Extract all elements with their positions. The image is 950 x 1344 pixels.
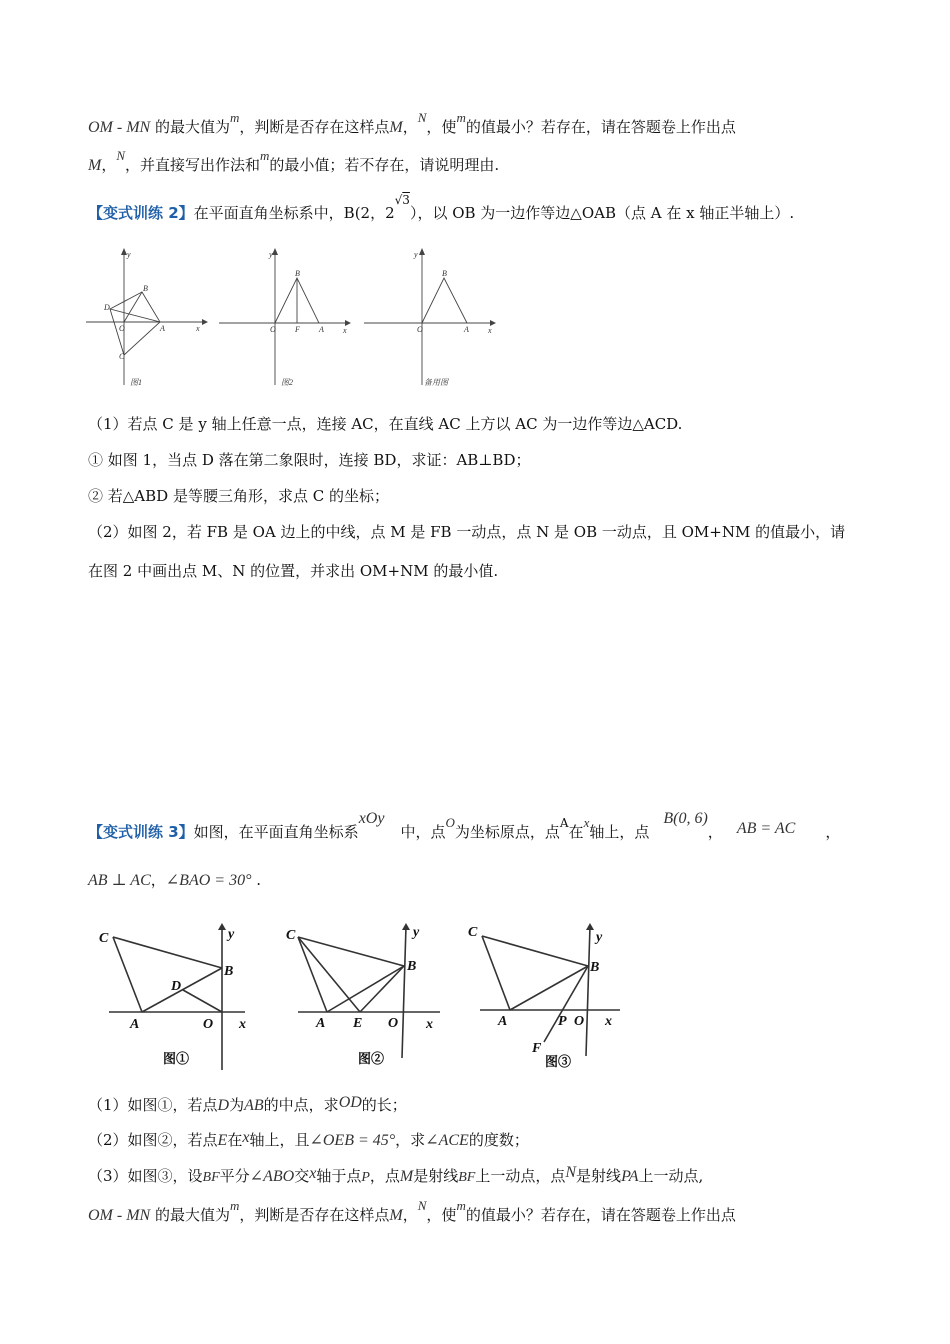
expr-om-mn: OM - MN [88, 119, 151, 136]
svg-text:B: B [442, 269, 447, 278]
ex2-figure-2 [215, 245, 355, 390]
ex3-heading-cont: AB ⊥ AC，∠BAO = 30° . [88, 871, 262, 889]
svg-text:P: P [558, 1014, 567, 1029]
svg-text:x: x [196, 324, 200, 333]
ex2-q1: （1）若点 C 是 y 轴上任意一点，连接 AC，在直线 AC 上方以 AC 为一边作等边△ACD. [88, 415, 683, 433]
svg-text:O: O [270, 325, 276, 334]
svg-text:x: x [239, 1017, 246, 1032]
ex3-q3: （3）如图③，设BF平分∠ABO交x轴于点P，点M是射线BF上一动点，点N是射线PA上一动点, [88, 1164, 704, 1185]
svg-text:y: y [596, 930, 603, 945]
top-line-1: OM - MN 的最大值为m，判断是否存在这样点M，N，使m的值最小？若存在，请在答题卷上作出点 [88, 110, 736, 136]
ex2-figure-1 [84, 245, 214, 390]
svg-text:y: y [228, 927, 235, 942]
svg-text:x: x [605, 1014, 612, 1029]
svg-text:y: y [127, 250, 131, 259]
ex3-fig3-caption: 图③ [545, 1054, 572, 1069]
ex2-figure-spare [360, 245, 505, 390]
svg-text:D: D [171, 979, 182, 994]
svg-text:A: A [498, 1014, 508, 1029]
svg-text:O: O [417, 325, 423, 334]
svg-text:C: C [119, 352, 125, 361]
svg-text:x: x [426, 1017, 433, 1032]
svg-text:A: A [130, 1017, 140, 1032]
ex3-figure-1 [95, 922, 265, 1072]
svg-text:y: y [413, 925, 420, 940]
ex2-heading: 【变式训练 2】在平面直角坐标系中，B(2，$2^{√3}$），以 OB 为一边作等边△OAB（点 A 在 x 轴正半轴上）. [88, 193, 795, 222]
svg-text:A: A [319, 325, 324, 334]
ex2-label: 【变式训练 2】 [88, 204, 194, 222]
ex2-fig2-caption: 图2 [281, 378, 293, 387]
svg-text:F: F [295, 325, 300, 334]
ex2-q2b: 在图 2 中画出点 M、N 的位置，并求出 OM+NM 的最小值. [88, 562, 499, 580]
ex2-fig1-caption: 图1 [130, 378, 142, 387]
svg-text:O: O [203, 1017, 214, 1032]
top-line-2: M，N，并直接写出作法和m的最小值；若不存在，请说明理由. [88, 148, 500, 174]
ex2-q1a: ① 如图 1，当点 D 落在第二象限时，连接 BD，求证：AB⊥BD； [88, 451, 531, 469]
ex3-figure-2 [280, 922, 450, 1072]
ex3-q2: （2）如图②，若点E在x轴上，且∠OEB = 45°，求∠ACE的度数； [88, 1129, 529, 1149]
svg-text:B: B [143, 284, 148, 293]
svg-text:O: O [388, 1016, 399, 1031]
svg-text:O: O [574, 1014, 585, 1029]
svg-text:B: B [590, 960, 600, 975]
svg-text:B: B [224, 964, 234, 979]
ex3-q1: （1）如图①，若点D为AB的中点，求OD的长； [88, 1094, 407, 1114]
svg-text:O: O [119, 324, 125, 333]
ex2-fig3-caption: 备用图 [424, 378, 448, 387]
ex3-figure-3 [462, 922, 632, 1072]
svg-text:A: A [316, 1016, 326, 1031]
ex3-heading: 【变式训练 3】如图，在平面直角坐标系xOy中，点O为坐标原点，点$^A$在x轴上，点B(0, 6)， AB = AC ， [88, 810, 841, 841]
svg-text:y: y [269, 250, 273, 259]
ex3-q3-cont: OM - MN 的最大值为m，判断是否存在这样点M，N，使m的值最小？若存在，请在答题卷上作出点 [88, 1198, 736, 1224]
svg-text:B: B [295, 269, 300, 278]
svg-text:C: C [468, 925, 478, 940]
svg-text:x: x [343, 326, 347, 335]
svg-text:x: x [488, 326, 492, 335]
svg-text:D: D [104, 303, 110, 312]
svg-text:A: A [160, 324, 165, 333]
svg-text:y: y [414, 250, 418, 259]
svg-text:C: C [286, 928, 296, 943]
sqrt-three: √3 [394, 193, 410, 207]
ex3-label: 【变式训练 3】 [88, 823, 194, 841]
svg-text:C: C [99, 931, 109, 946]
svg-text:B: B [407, 959, 417, 974]
ex3-fig2-caption: 图② [358, 1051, 385, 1066]
svg-text:F: F [532, 1041, 542, 1056]
svg-text:A: A [464, 325, 469, 334]
ex2-q2a: （2）如图 2，若 FB 是 OA 边上的中线，点 M 是 FB 一动点，点 N 是 OB 一动点，且 OM+NM 的值最小，请 [88, 523, 846, 541]
svg-text:E: E [353, 1016, 363, 1031]
ex3-fig1-caption: 图① [163, 1051, 190, 1066]
ex2-q1b: ② 若△ABD 是等腰三角形，求点 C 的坐标； [88, 487, 389, 505]
